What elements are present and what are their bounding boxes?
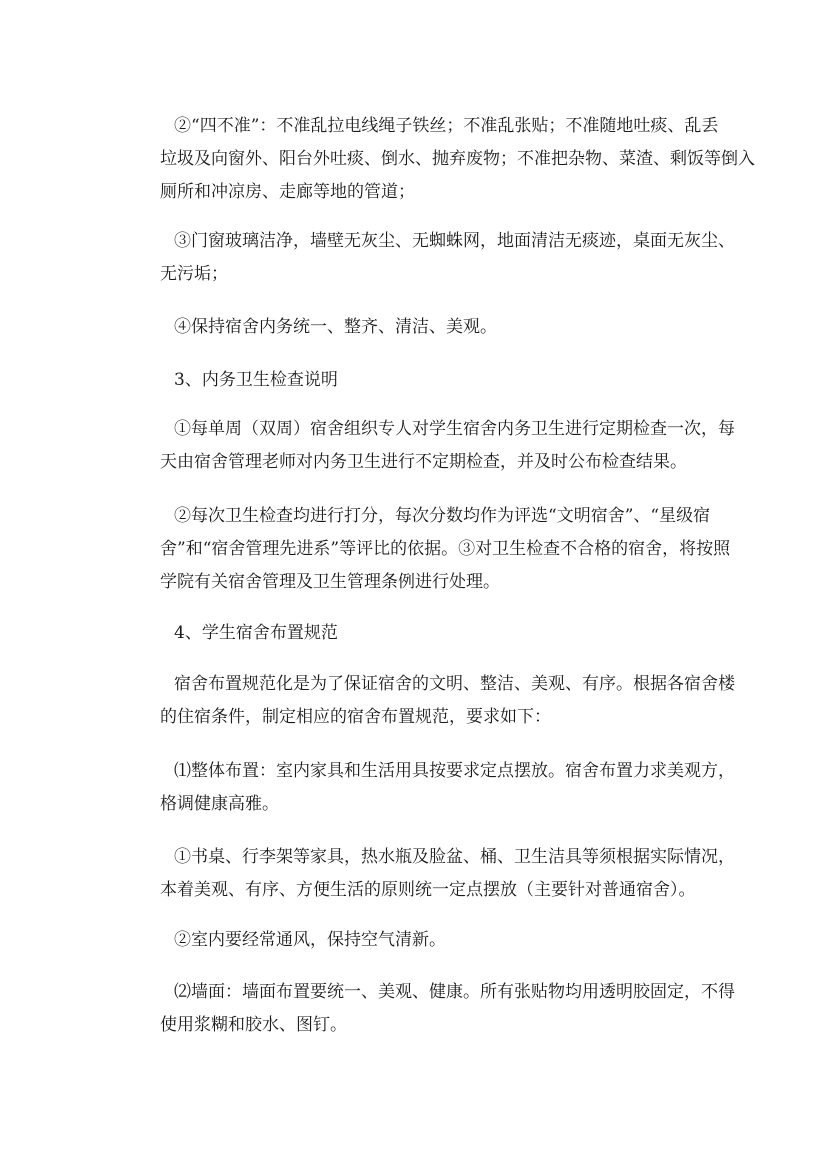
paragraph-ventilation	[160, 924, 720, 957]
paragraph-inspection-schedule	[160, 413, 735, 479]
paragraph-layout-intro	[160, 668, 735, 734]
text-line: ④保持宿舍内务统一、整齐、清洁、美观。	[174, 317, 497, 337]
text-line: 本着美观、有序、方便生活的原则统一定点摆放（主要针对普通宿舍）。	[160, 880, 696, 900]
text-line: 使用浆糊和胶水、图钉。	[160, 1015, 347, 1035]
text-line: 厕所和冲凉房、走廊等地的管道；	[160, 182, 415, 202]
text-line: 学院有关宿舍管理及卫生管理条例进行处理。	[160, 572, 500, 592]
paragraph-furniture	[160, 841, 735, 907]
text-line: ③门窗玻璃洁净，墙壁无灰尘、无蜘蛛网，地面清洁无痰迹，桌面无灰尘、	[174, 231, 735, 251]
text-line: 4、学生宿舍布置规范	[174, 623, 338, 643]
paragraph-four-prohibitions	[160, 110, 755, 209]
text-line: ②每次卫生检查均进行打分，每次分数均作为评选“文明宿舍”、“星级宿	[174, 506, 711, 526]
section-heading-layout	[160, 617, 720, 650]
paragraph-uniformity	[160, 311, 720, 344]
paragraph-inspection-scoring	[160, 500, 731, 599]
paragraph-cleanliness	[160, 225, 735, 291]
text-line: ⑵墙面：墙面布置要统一、美观、健康。所有张贴物均用透明胶固定，不得	[174, 982, 735, 1002]
text-line: ②“四不准”：不准乱拉电线绳子铁丝；不准乱张贴；不准随地吐痰、乱丢	[174, 116, 719, 136]
text-line: 无污垢；	[160, 264, 228, 284]
text-line: 3、内务卫生检查说明	[174, 370, 338, 390]
text-line: ①书桌、行李架等家具，热水瓶及脸盆、桶、卫生洁具等须根据实际情况，	[174, 847, 735, 867]
text-line: 天由宿舍管理老师对内务卫生进行不定期检查，并及时公布检查结果。	[160, 452, 687, 472]
text-line: ⑴整体布置：室内家具和生活用具按要求定点摆放。宿舍布置力求美观方，	[174, 761, 735, 781]
section-heading-inspection	[160, 364, 720, 397]
text-line: 宿舍布置规范化是为了保证宿舍的文明、整洁、美观、有序。根据各宿舍楼	[174, 674, 735, 694]
text-line: 垃圾及向窗外、阳台外吐痰、倒水、抛弃废物；不准把杂物、菜渣、剩饭等倒入	[160, 149, 755, 169]
text-line: ①每单周（双周）宿舍组织专人对学生宿舍内务卫生进行定期检查一次，每	[174, 419, 735, 439]
text-line: 舍”和“宿舍管理先进系”等评比的依据。③对卫生检查不合格的宿舍，将按照	[160, 539, 731, 559]
text-line: 的住宿条件，制定相应的宿舍布置规范，要求如下：	[160, 707, 551, 727]
paragraph-walls	[160, 976, 735, 1042]
paragraph-overall-layout	[160, 755, 735, 821]
text-line: ②室内要经常通风，保持空气清新。	[174, 930, 446, 950]
text-line: 格调健康高雅。	[160, 794, 279, 814]
